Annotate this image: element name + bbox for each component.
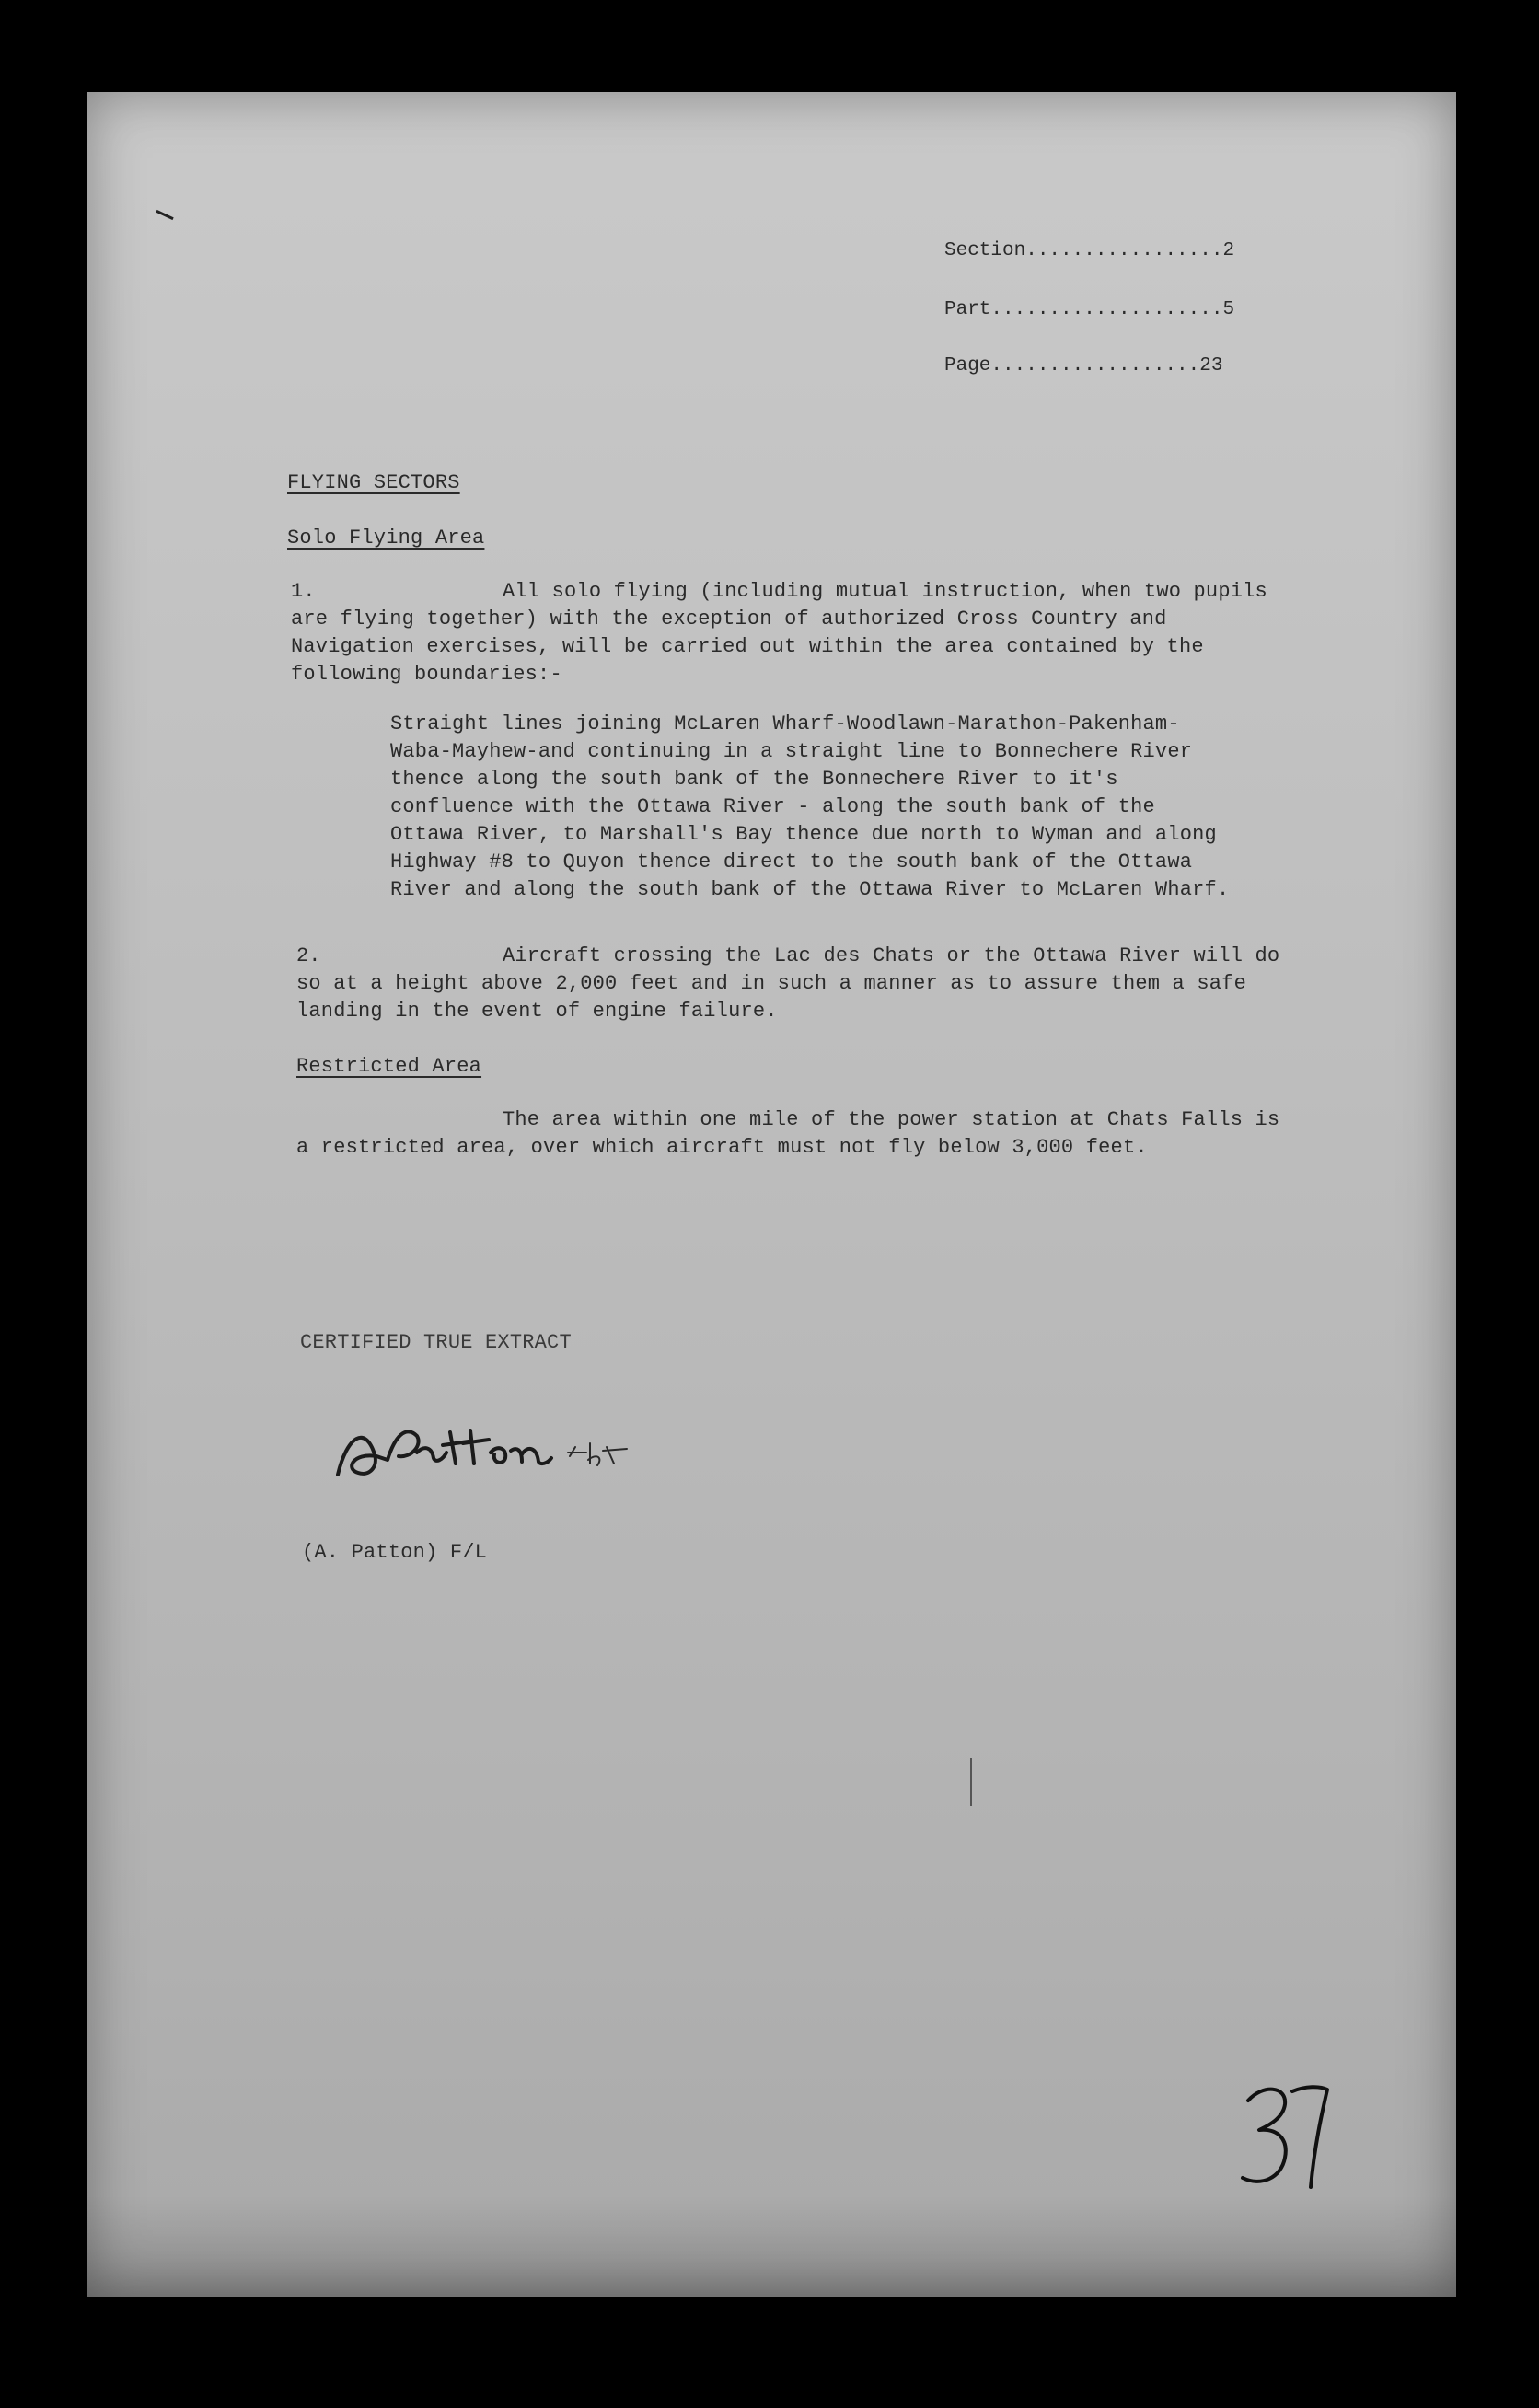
page-label: Page..................23 <box>944 355 1223 376</box>
boundary-line: confluence with the Ottawa River - along the south bank of the <box>390 795 1155 818</box>
signatory-name: (A. Patton) F/L <box>302 1541 488 1564</box>
heading-restricted-area: Restricted Area <box>296 1055 482 1078</box>
signature <box>321 1399 745 1500</box>
para2-number: 2. <box>296 944 321 967</box>
restricted-line: a restricted area, over which aircraft must not fly below 3,000 feet. <box>296 1136 1148 1159</box>
para2-line: Aircraft crossing the Lac des Chats or the Ottawa River will do <box>503 944 1280 967</box>
scratch-mark <box>156 210 173 220</box>
certified-label: CERTIFIED TRUE EXTRACT <box>300 1331 572 1354</box>
para2-line: so at a height above 2,000 feet and in such a manner as to assure them a safe <box>296 972 1246 995</box>
heading-solo-flying-area: Solo Flying Area <box>287 527 485 550</box>
folio-number <box>1235 2078 1336 2198</box>
boundary-line: Ottawa River, to Marshall's Bay thence due north to Wyman and along <box>390 823 1217 846</box>
heading-flying-sectors: FLYING SECTORS <box>287 471 460 494</box>
para1-line: All solo flying (including mutual instruction, when two pupils <box>503 580 1267 603</box>
boundary-line: Waba-Mayhew-and continuing in a straight line to Bonnechere River <box>390 740 1193 763</box>
section-label: Section.................2 <box>944 240 1235 261</box>
part-label: Part....................5 <box>944 299 1235 320</box>
restricted-line: The area within one mile of the power station at Chats Falls is <box>503 1108 1280 1131</box>
document-page <box>87 92 1456 2297</box>
para1-line: Navigation exercises, will be carried out within the area contained by the <box>291 635 1204 658</box>
boundary-line: River and along the south bank of the Ottawa River to McLaren Wharf. <box>390 878 1230 901</box>
para1-line: are flying together) with the exception of authorized Cross Country and <box>291 608 1167 631</box>
para1-number: 1. <box>291 580 316 603</box>
para2-line: landing in the event of engine failure. <box>296 1000 778 1023</box>
para1-line: following boundaries:- <box>291 663 562 686</box>
boundary-line: Straight lines joining McLaren Wharf-Woodlawn-Marathon-Pakenham- <box>390 712 1180 735</box>
boundary-line: Highway #8 to Quyon thence direct to the south bank of the Ottawa <box>390 851 1193 874</box>
boundary-line: thence along the south bank of the Bonnechere River to it's <box>390 768 1118 791</box>
scratch-mark <box>970 1758 972 1806</box>
